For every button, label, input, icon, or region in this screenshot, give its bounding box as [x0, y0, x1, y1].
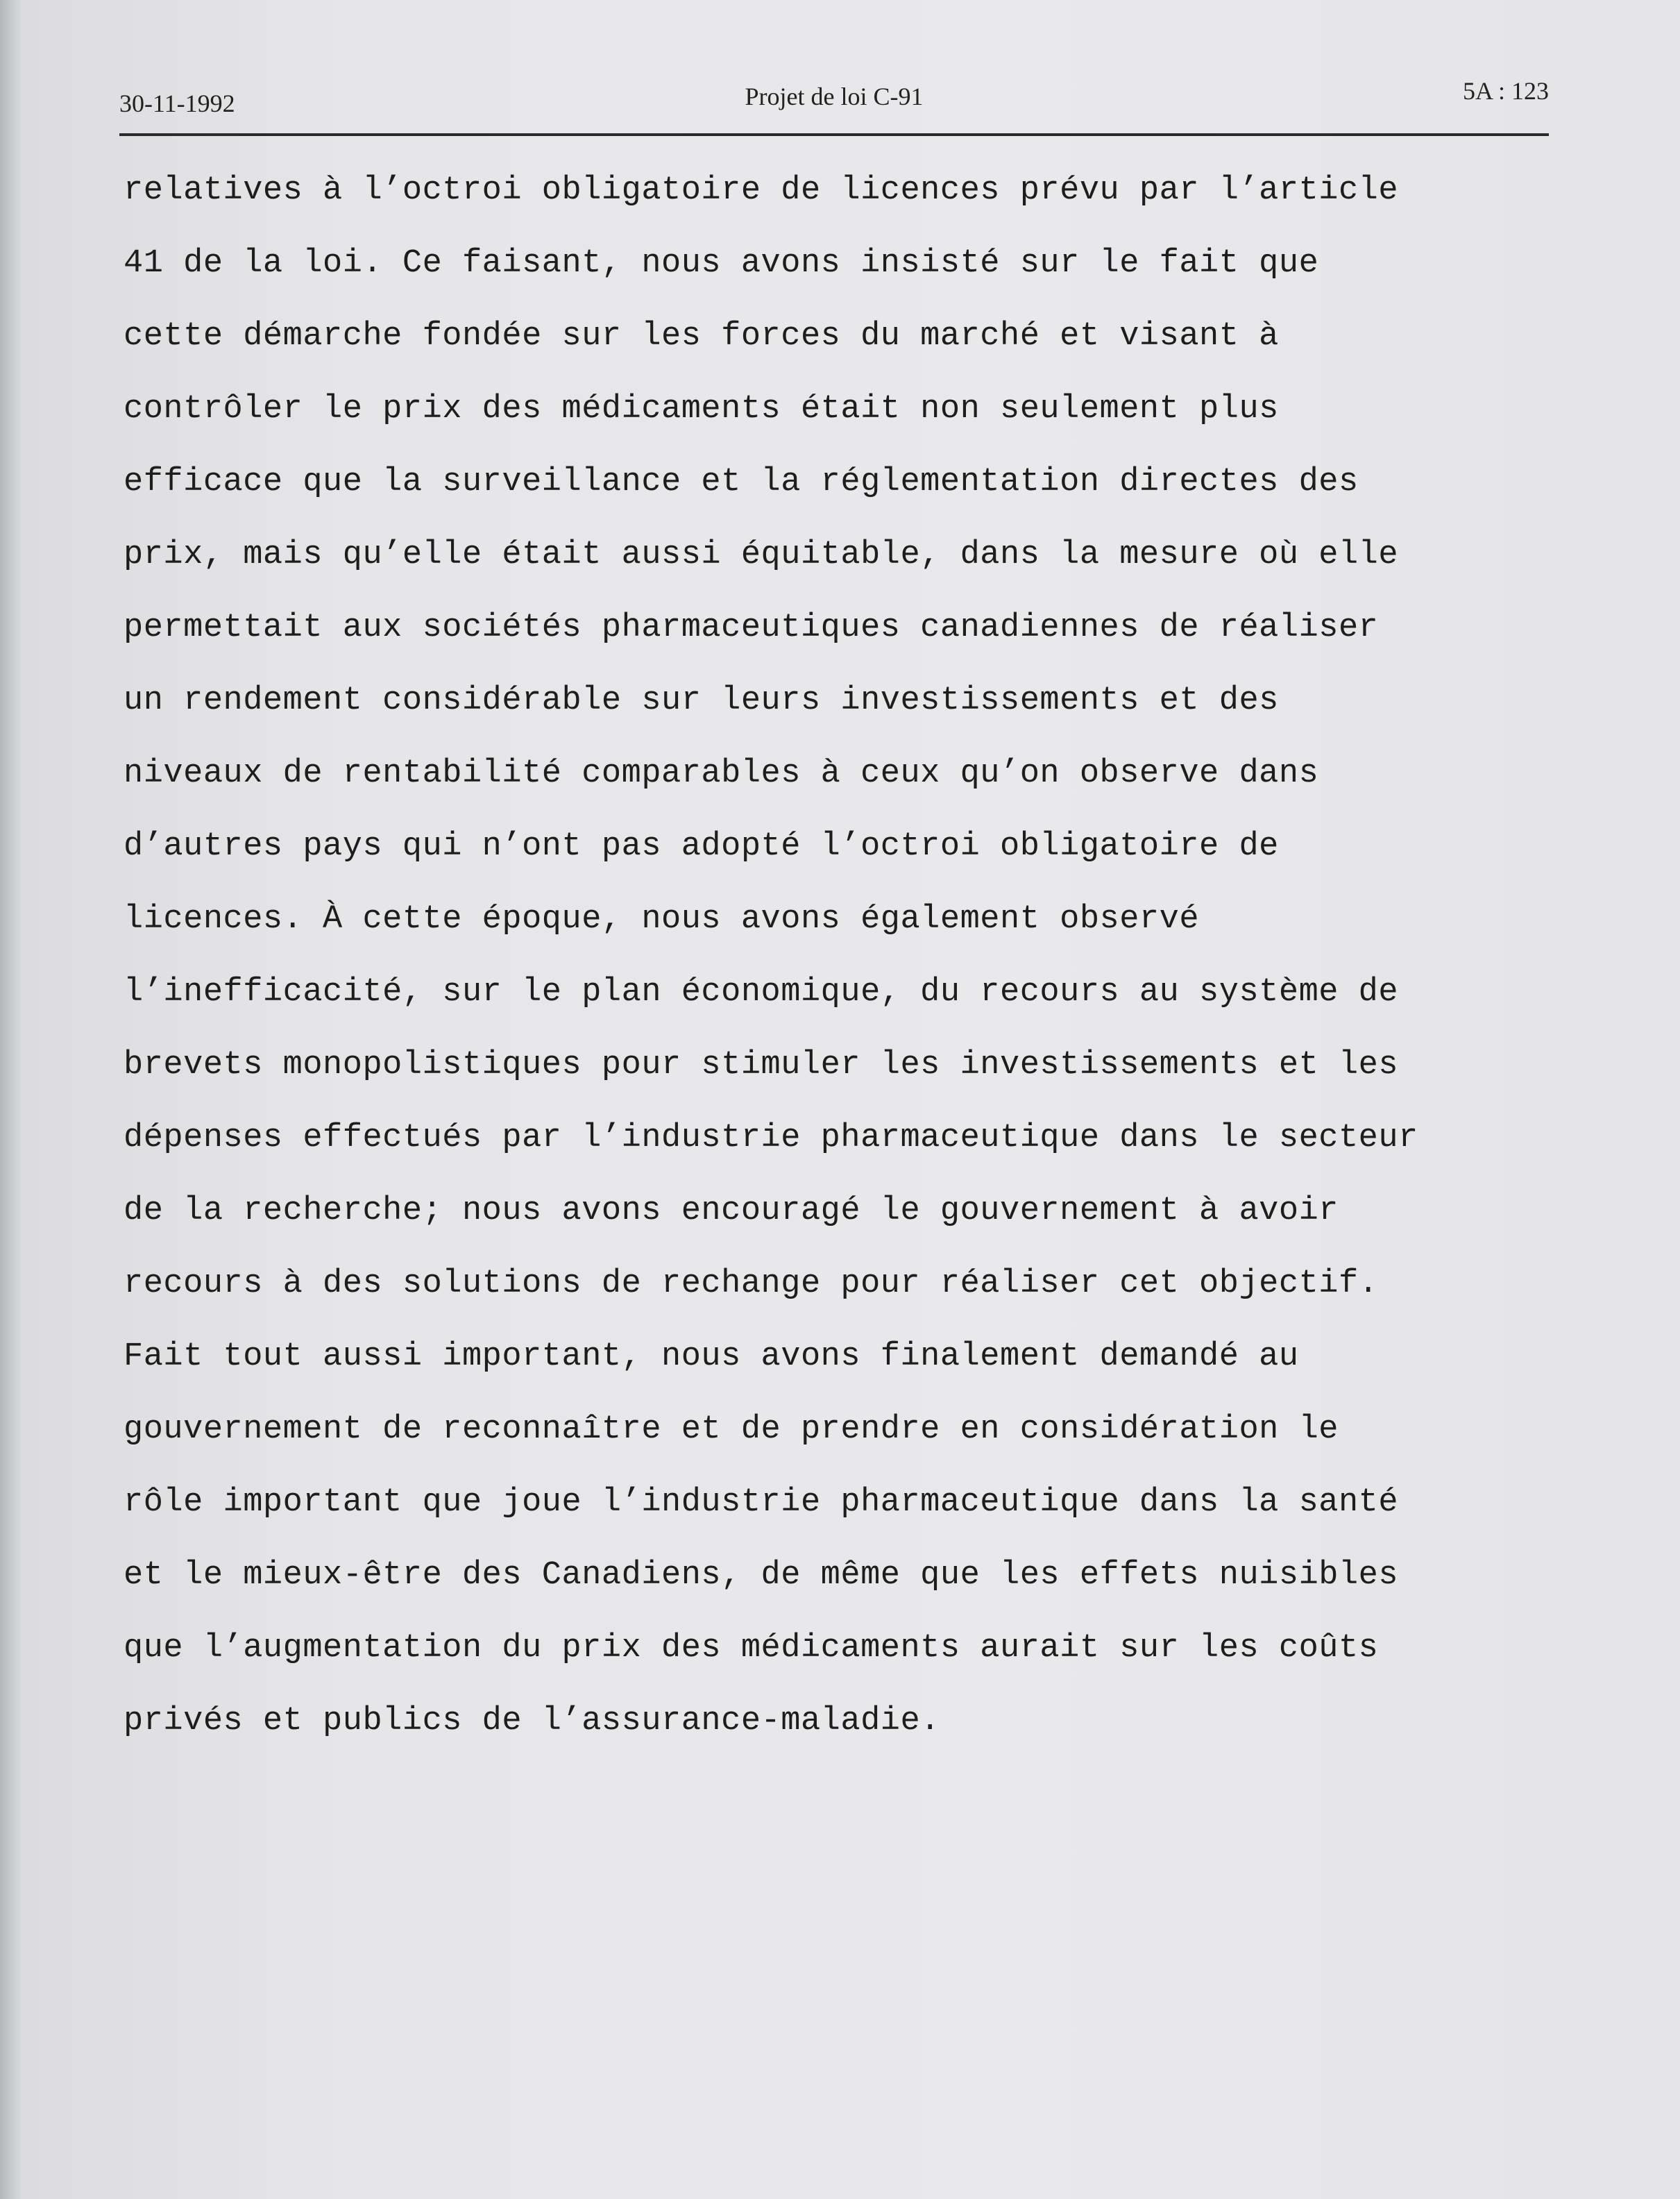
text-line: Fait tout aussi important, nous avons finalement demandé au	[124, 1338, 1299, 1375]
text-line: cette démarche fondée sur les forces du marché et visant à	[124, 318, 1279, 355]
document-page	[21, 0, 1680, 2199]
text-line: prix, mais qu’elle était aussi équitable, dans la mesure où elle	[124, 537, 1399, 573]
text-line: privés et publics de l’assurance-maladie.	[124, 1703, 940, 1739]
text-line: contrôler le prix des médicaments était non seulement plus	[124, 391, 1279, 428]
text-line: rôle important que joue l’industrie pharmaceutique dans la santé	[124, 1484, 1399, 1521]
body-text	[124, 154, 1588, 1758]
text-line: et le mieux-être des Canadiens, de même que les effets nuisibles	[124, 1557, 1399, 1594]
text-line: un rendement considérable sur leurs investissements et des	[124, 682, 1279, 719]
header-title: Projet de loi C-91	[745, 83, 924, 110]
text-line: brevets monopolistiques pour stimuler les investissements et les	[124, 1047, 1399, 1084]
text-line: que l’augmentation du prix des médicaments aurait sur les coûts	[124, 1630, 1379, 1667]
header-date: 30-11-1992	[119, 90, 235, 117]
text-line: d’autres pays qui n’ont pas adopté l’octroi obligatoire de	[124, 828, 1279, 865]
text-line: de la recherche; nous avons encouragé le gouvernement à avoir	[124, 1193, 1339, 1229]
text-line: l’inefficacité, sur le plan économique, du recours au système de	[124, 974, 1399, 1011]
header-page-ref: 5A : 123	[1462, 77, 1549, 105]
text-line: niveaux de rentabilité comparables à ceux qu’on observe dans	[124, 755, 1319, 792]
page-header	[119, 67, 1549, 136]
text-line: efficace que la surveillance et la réglementation directes des	[124, 464, 1359, 500]
text-line: permettait aux sociétés pharmaceutiques canadiennes de réaliser	[124, 609, 1379, 646]
page-edge-shadow	[0, 0, 21, 2199]
text-line: gouvernement de reconnaître et de prendre en considération le	[124, 1411, 1339, 1448]
text-line: recours à des solutions de rechange pour réaliser cet objectif.	[124, 1265, 1379, 1302]
text-line: licences. À cette époque, nous avons également observé	[124, 901, 1200, 938]
text-line: dépenses effectués par l’industrie pharmaceutique dans le secteur	[124, 1120, 1418, 1156]
text-line: 41 de la loi. Ce faisant, nous avons insisté sur le fait que	[124, 245, 1319, 282]
text-line: relatives à l’octroi obligatoire de licences prévu par l’article	[124, 172, 1399, 209]
